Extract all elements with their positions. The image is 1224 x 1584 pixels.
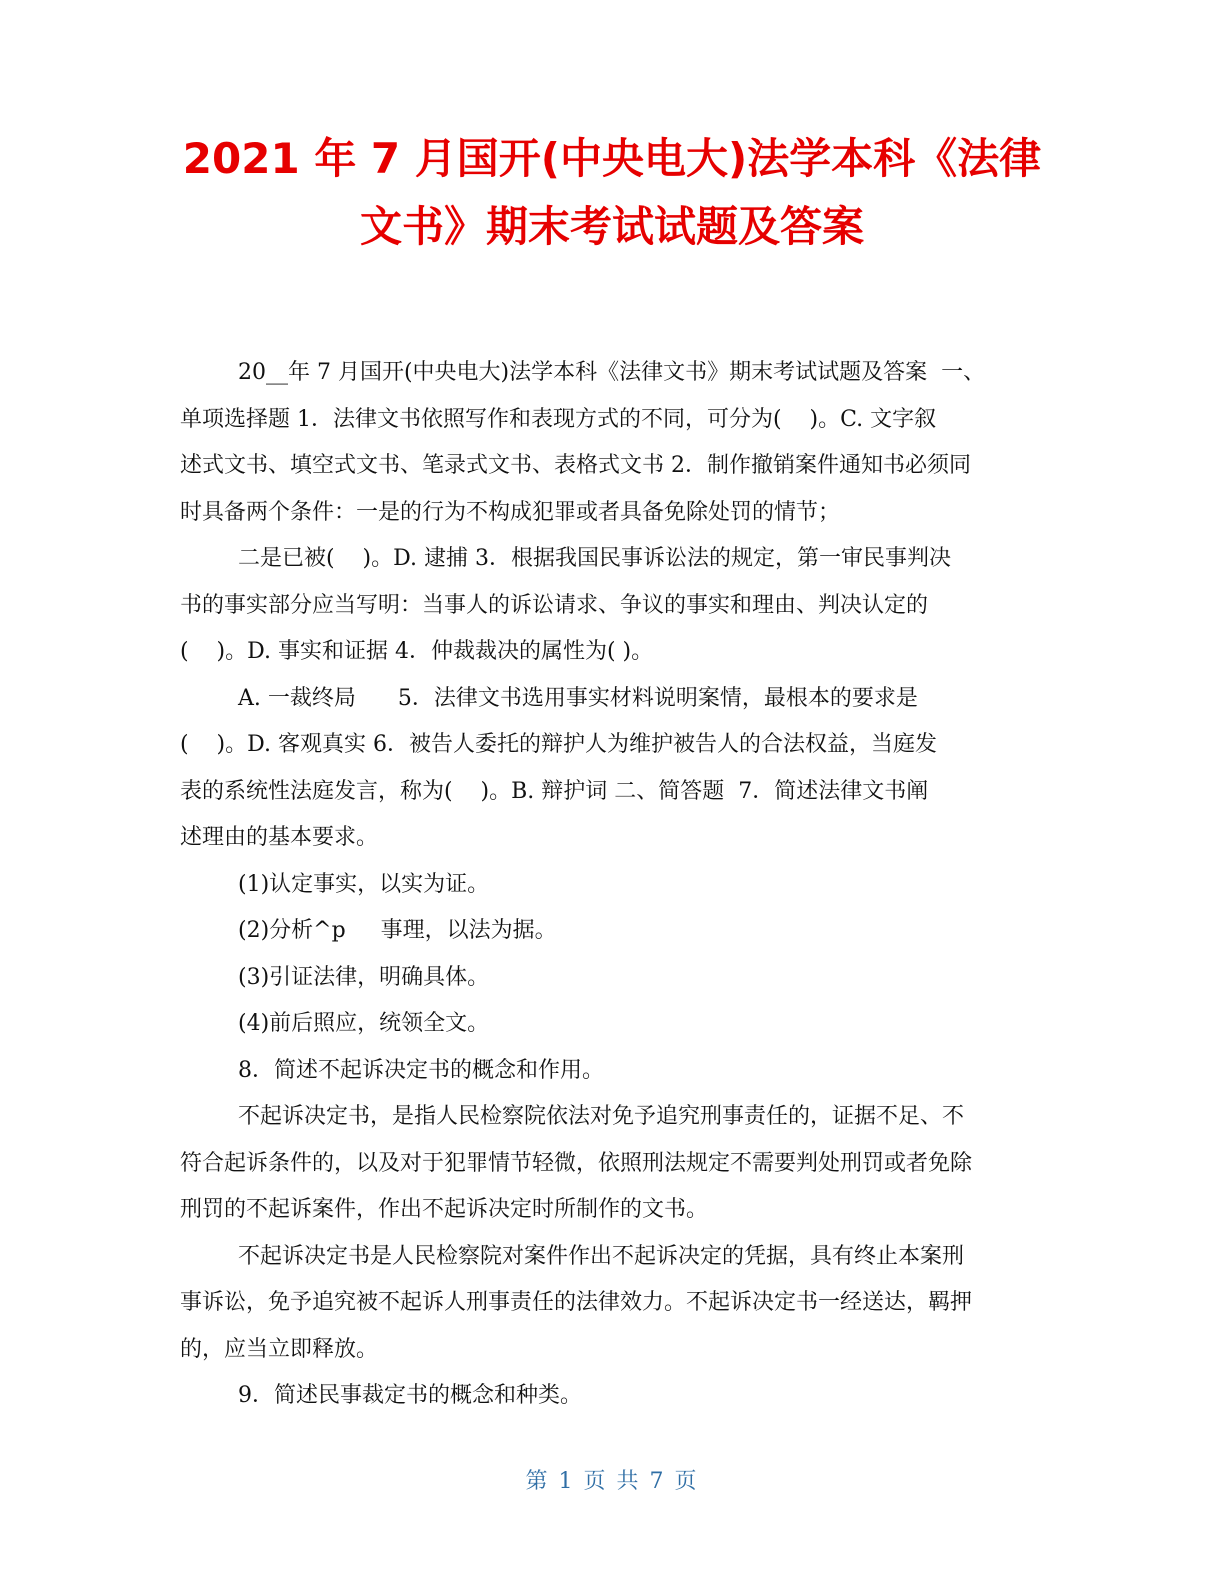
paragraph-q2-line-2: 书的事实部分应当写明：当事人的诉讼请求、争议的事实和理由、判决认定的	[180, 592, 929, 618]
page-footer: 第 1 页 共 7 页	[525, 1469, 699, 1494]
paragraph-q4-line-1: A. 一裁终局 5．法律文书选用事实材料说明案情，最根本的要求是	[238, 685, 918, 711]
paragraph-q4-line-3: 表的系统性法庭发言，称为( )。B. 辩护词 二、简答题 7．简述法律文书阐	[180, 778, 929, 804]
paragraph-intro-line-4: 时具备两个条件：一是的行为不构成犯罪或者具备免除处罚的情节；	[180, 499, 841, 525]
title-line-2: 文书》期末考试试题及答案	[359, 202, 864, 251]
paragraph-8b-line-2: 事诉讼，免予追究被不起诉人刑事责任的法律效力。不起诉决定书一经送达，羁押	[180, 1290, 973, 1315]
answer-item-1: (1)认定事实，以实为证。	[238, 871, 490, 897]
paragraph-q4-line-2: ( )。D. 客观真实 6．被告人委托的辩护人为维护被告人的合法权益，当庭发	[180, 732, 937, 757]
paragraph-intro-line-1: 20__年 7 月国开(中央电大)法学本科《法律文书》期末考试试题及答案 一、	[238, 360, 986, 385]
answer-item-3: (3)引证法律，明确具体。	[238, 964, 490, 990]
paragraph-intro-line-3: 述式文书、填空式文书、笔录式文书、表格式文书 2．制作撤销案件通知书必须同	[180, 453, 971, 478]
title-line-1: 2021 年 7 月国开(中央电大)法学本科《法律	[182, 134, 1042, 183]
paragraph-8a-line-2: 符合起诉条件的，以及对于犯罪情节轻微，依照刑法规定不需要判处刑罚或者免除	[180, 1150, 973, 1176]
paragraph-q2-line-1: 二是已被( )。D. 逮捕 3．根据我国民事诉讼法的规定，第一审民事判决	[238, 546, 951, 571]
paragraph-8a-line-3: 刑罚的不起诉案件，作出不起诉决定时所制作的文书。	[180, 1197, 709, 1222]
answer-item-2: (2)分析^p 事理，以法为据。	[238, 918, 557, 943]
paragraph-8a-line-1: 不起诉决定书，是指人民检察院依法对免予追究刑事责任的，证据不足、不	[238, 1104, 965, 1129]
paragraph-8b-line-1: 不起诉决定书是人民检察院对案件作出不起诉决定的凭据，具有终止本案刑	[238, 1243, 965, 1269]
paragraph-8b-line-3: 的，应当立即释放。	[180, 1336, 379, 1362]
question-9: 9．简述民事裁定书的概念和种类。	[238, 1383, 582, 1408]
answer-item-4: (4)前后照应，统领全文。	[238, 1011, 490, 1036]
paragraph-intro-line-2: 单项选择题 1．法律文书依照写作和表现方式的不同，可分为( )。C. 文字叙	[180, 406, 937, 432]
document-body	[180, 350, 1042, 1420]
question-8: 8．简述不起诉决定书的概念和作用。	[238, 1057, 604, 1083]
paragraph-q4-line-4: 述理由的基本要求。	[180, 825, 379, 850]
document-title	[150, 125, 1074, 261]
paragraph-q2-line-3: ( )。D. 事实和证据 4．仲裁裁决的属性为( )。	[180, 639, 654, 664]
